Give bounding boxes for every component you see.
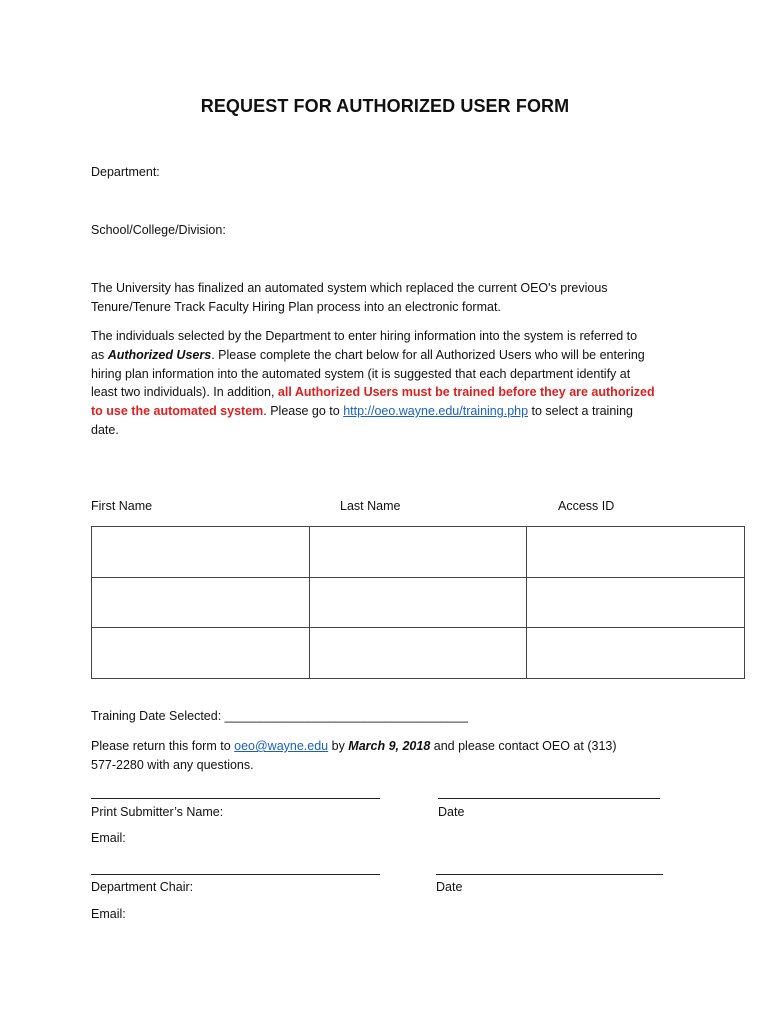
submitter-date-label: Date [438, 805, 465, 819]
first-name-cell[interactable] [92, 628, 310, 679]
chair-date-line[interactable] [436, 874, 663, 875]
column-header-access-id: Access ID [558, 499, 615, 513]
training-link[interactable]: http://oeo.wayne.edu/training.php [343, 404, 529, 419]
authorized-users-term: Authorized Users [107, 347, 212, 362]
last-name-cell[interactable] [309, 628, 527, 679]
return-deadline: March 9, 2018 [348, 739, 431, 753]
instructions-line-5: to use the automated system. Please go to http://oeo.wayne.edu/training.php to select a training [91, 404, 633, 419]
submitter-signature-line[interactable] [91, 798, 380, 799]
last-name-cell[interactable] [309, 577, 527, 628]
chair-signature-line[interactable] [91, 874, 380, 875]
chair-date-label: Date [436, 880, 463, 894]
instructions-line-4: least two individuals). In addition, all Authorized Users must be trained before they are authorized [91, 385, 655, 400]
return-line-1: Please return this form to oeo@wayne.edu by March 9, 2018 and please contact OEO at (313) [91, 739, 617, 753]
instructions-line-6: date. [91, 422, 119, 437]
training-requirement-warning-2: to use the automated system [91, 404, 264, 419]
column-header-first-name: First Name [91, 499, 153, 513]
instructions-paragraph [91, 327, 671, 440]
access-id-cell[interactable] [527, 628, 745, 679]
table-row [92, 577, 745, 628]
instructions-line-1: The individuals selected by the Department to enter hiring information into the system is referred to [91, 329, 638, 343]
department-label: Department: [91, 165, 160, 179]
chair-email-label: Email: [91, 907, 126, 921]
school-label: School/College/Division: [91, 223, 226, 237]
instructions-line-3: hiring plan information into the automated system (it is suggested that each department identify at [91, 366, 631, 381]
authorized-users-table [91, 526, 745, 679]
submitter-email-label: Email: [91, 831, 126, 845]
first-name-cell[interactable] [92, 527, 310, 578]
access-id-cell[interactable] [527, 527, 745, 578]
last-name-cell[interactable] [309, 527, 527, 578]
column-header-last-name: Last Name [340, 499, 401, 513]
submitter-date-line[interactable] [438, 798, 660, 799]
training-date-field[interactable]: Training Date Selected: ___________________________________ [91, 709, 468, 723]
training-requirement-warning: all Authorized Users must be trained before they are authorized [277, 385, 655, 400]
first-name-cell[interactable] [92, 577, 310, 628]
department-chair-label: Department Chair: [91, 880, 194, 894]
instructions-line-2: as Authorized Users. Please complete the chart below for all Authorized Users who will be entering [91, 347, 645, 362]
form-title: REQUEST FOR AUTHORIZED USER FORM [200, 96, 570, 116]
return-instructions [91, 737, 671, 775]
table-row [92, 628, 745, 679]
table-row [92, 527, 745, 578]
return-email-link[interactable]: oeo@wayne.edu [234, 739, 329, 753]
intro-line-2: Tenure/Tenure Track Faculty Hiring Plan process into an electronic format. [91, 299, 501, 314]
intro-line-1: The University has finalized an automated system which replaced the current OEO's previous [91, 281, 608, 295]
return-line-2: 577-2280 with any questions. [91, 757, 254, 772]
intro-paragraph [91, 279, 671, 317]
access-id-cell[interactable] [527, 577, 745, 628]
submitter-name-label: Print Submitter’s Name: [91, 805, 224, 819]
